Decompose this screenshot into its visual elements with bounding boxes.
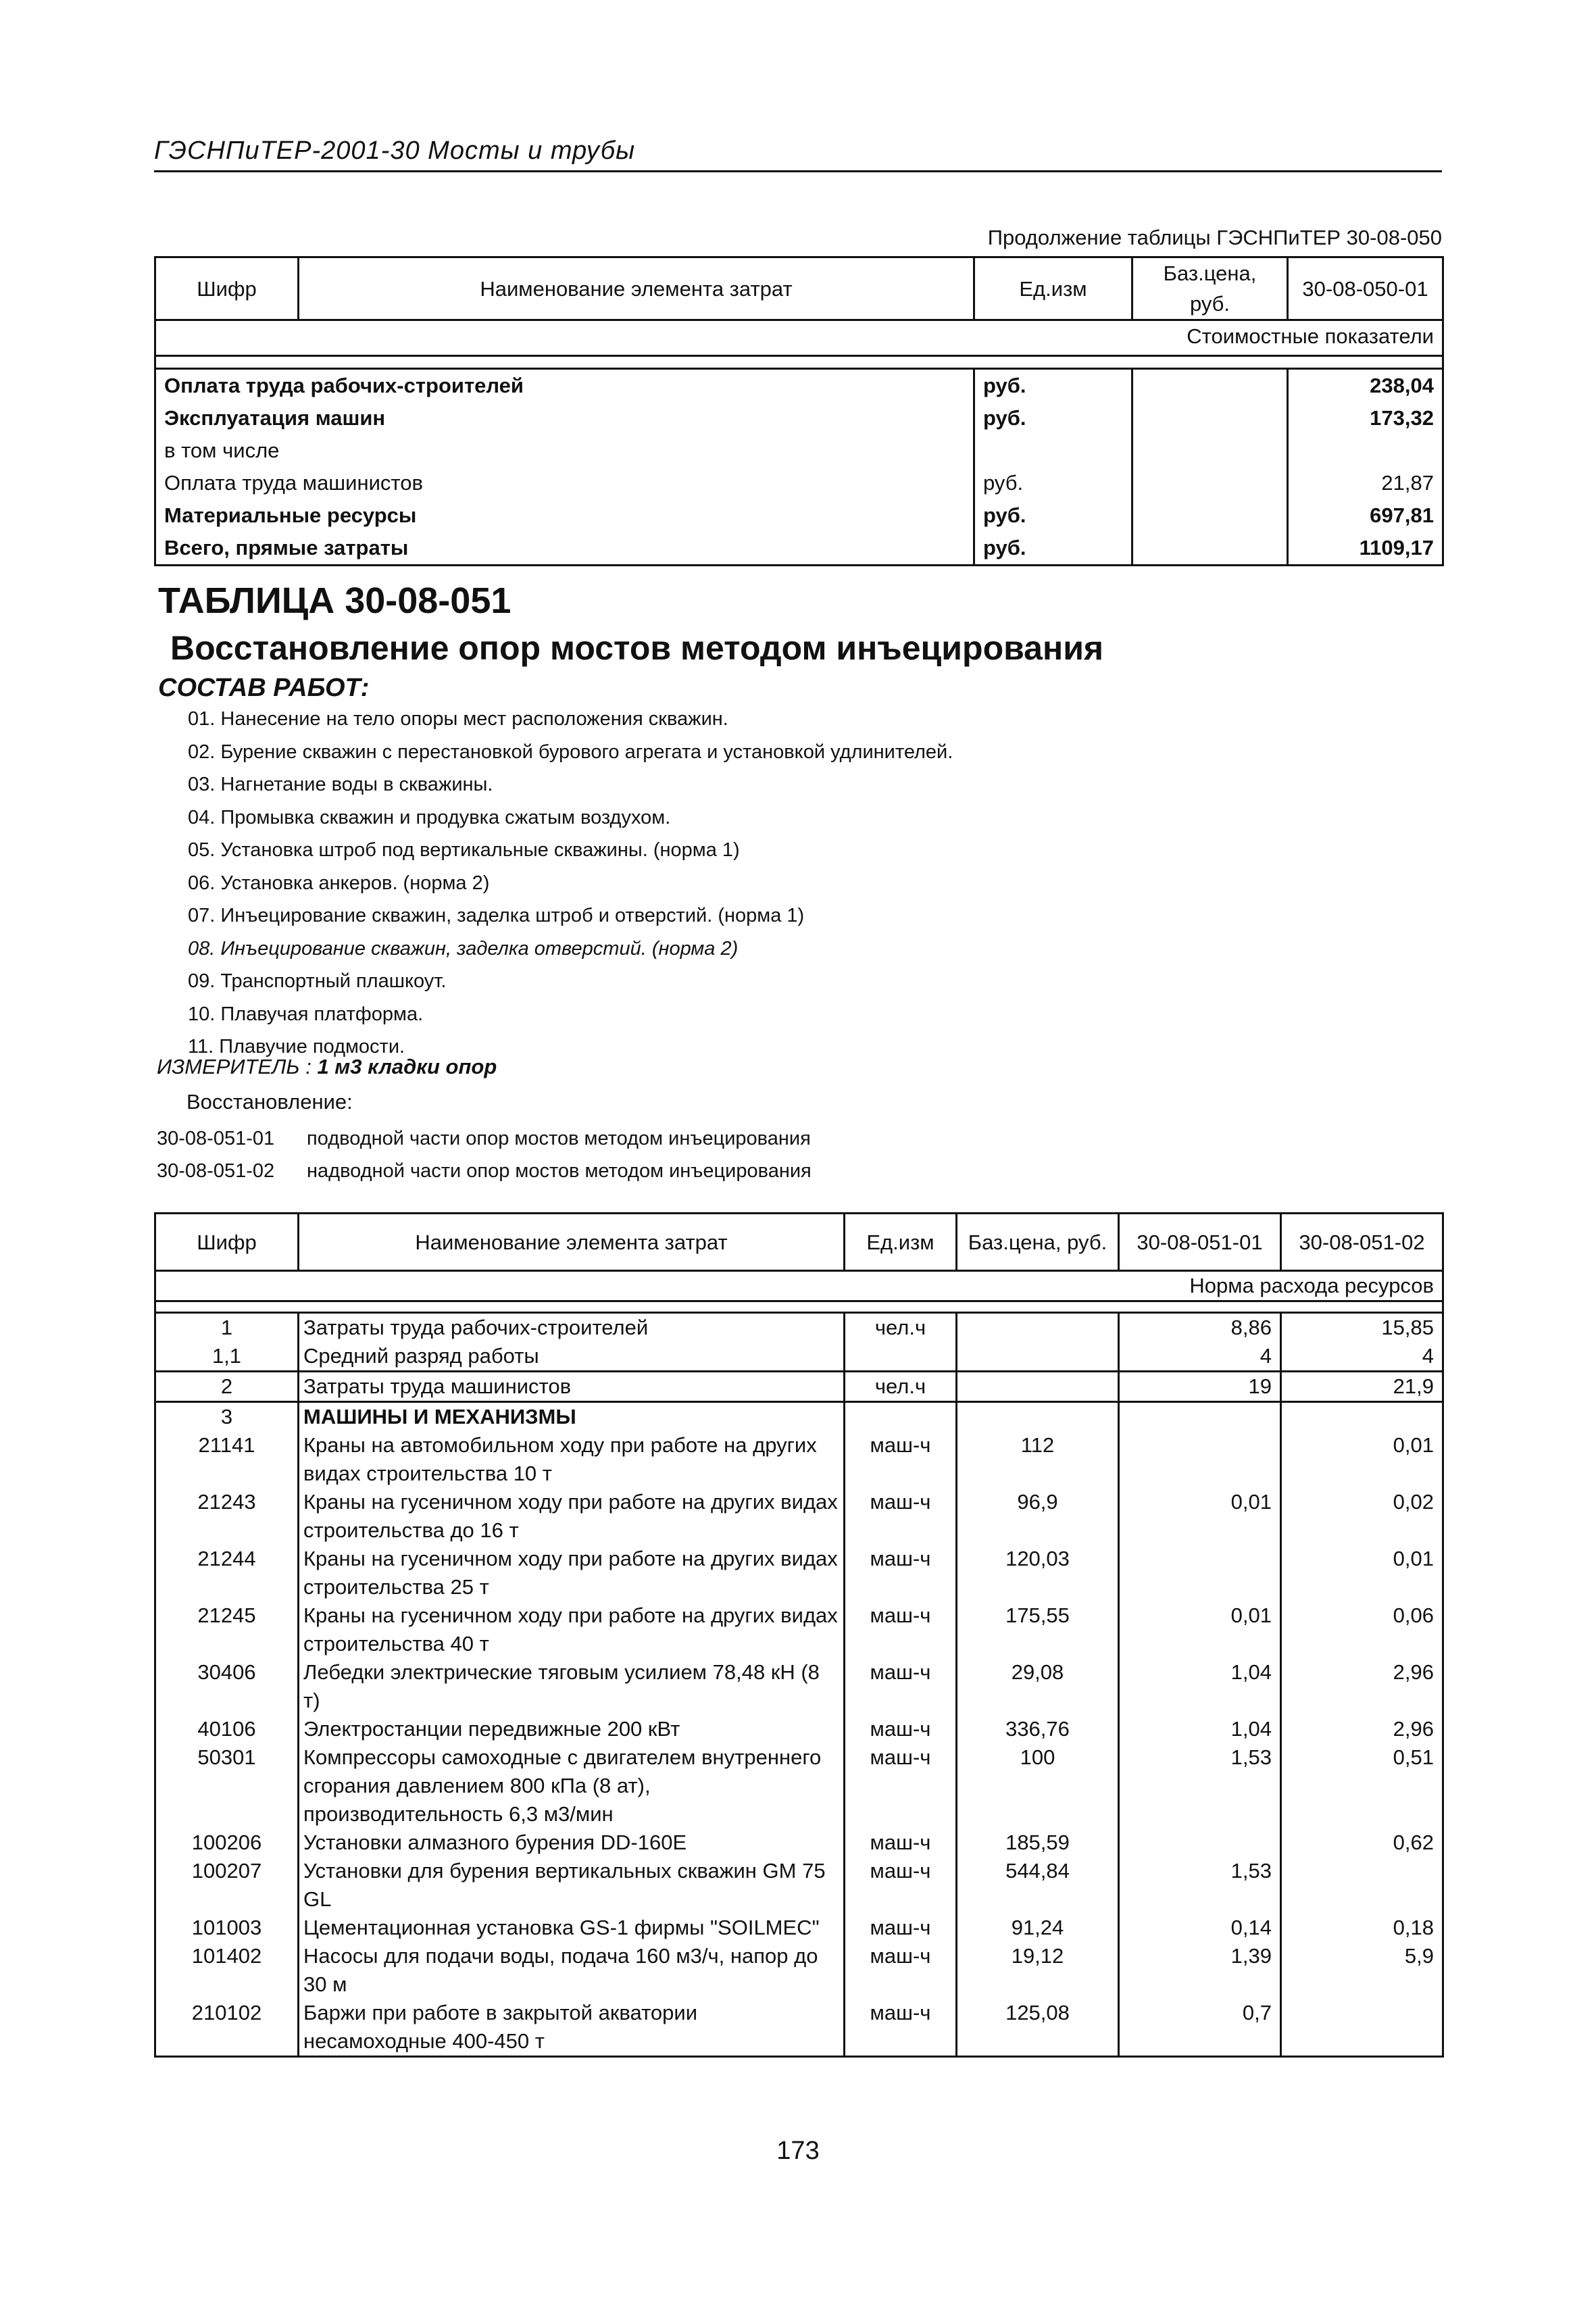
cell-norm-1: 1,53 [1119,1857,1281,1914]
cell-price: 120,03 [957,1545,1119,1601]
cell-name: Установки алмазного бурения DD-160E [299,1828,845,1857]
norm-description: подводной части опор мостов методом инъецирования [307,1128,811,1149]
cost-row [155,434,1443,467]
cell-code: 100207 [155,1857,299,1914]
cell-unit [974,434,1132,467]
cell-norm-1: 0,01 [1119,1488,1281,1545]
cell-name: Краны на гусеничном ходу при работе на других видах строительства 25 т [299,1545,845,1601]
cell-norm-1: 4 [1119,1342,1281,1372]
norm-code-line [157,1122,812,1155]
cell-norm-2: 0,18 [1281,1914,1443,1942]
work-item: 04. Промывка скважин и продувка сжатым воздухом. [188,806,671,828]
cell-unit: маш-ч [845,1715,957,1743]
col-header-norm: 30-08-050-01 [1288,257,1443,320]
continuation-note: Продолжение таблицы ГЭСНПиТЕР 30-08-050 [987,226,1442,249]
indicator-label: Норма расхода ресурсов [1189,1274,1434,1297]
cell-name: Затраты труда машинистов [299,1372,845,1402]
cost-table [154,256,1444,566]
col-header-name: Наименование элемента затрат [299,1214,845,1271]
resource-table [154,1212,1444,2058]
cell-norm-2 [1281,1402,1443,1432]
resource-row [155,1342,1443,1372]
cell-unit [845,1402,957,1432]
norm-code: 30-08-051-02 [157,1160,275,1182]
cell-norm-1 [1119,1431,1281,1488]
cell-norm-1 [1119,1402,1281,1432]
measure-line [157,1055,497,1079]
cost-table-header [155,257,1443,320]
cell-unit: маш-ч [845,1431,957,1488]
cell-code: 3 [155,1402,299,1432]
work-item: 07. Инъецирование скважин, заделка штроб и отверстий. (норма 1) [188,905,805,926]
resource-row [155,1999,1443,2057]
resource-row [155,1545,1443,1601]
cell-norm-2: 0,62 [1281,1828,1443,1857]
resource-row [155,1914,1443,1942]
cell-name: Баржи при работе в закрытой акватории несамоходные 400-450 т [299,1999,845,2057]
cell-code: 21244 [155,1545,299,1601]
cell-unit: маш-ч [845,1942,957,1999]
restoration-label: Восстановление: [186,1090,353,1114]
cell-code: 101003 [155,1914,299,1942]
cell-unit: маш-ч [845,1658,957,1715]
cell-name: Насосы для подачи воды, подача 160 м3/ч, напор до 30 м [299,1942,845,1999]
cell-norm-2: 0,01 [1281,1431,1443,1488]
cell-price [1132,499,1288,532]
cell-norm-1: 1,39 [1119,1942,1281,1999]
cell-unit: руб. [974,402,1132,434]
cell-price: 185,59 [957,1828,1119,1857]
resource-row [155,1942,1443,1999]
cell-norm-1 [1119,1828,1281,1857]
resource-row [155,1601,1443,1658]
cell-name: в том числе [155,434,974,467]
table-subtitle: Восстановление опор мостов методом инъецирования [170,629,1104,667]
col-header-code: Шифр [155,1214,299,1271]
cell-price [1132,532,1288,566]
cell-norm-2: 2,96 [1281,1715,1443,1743]
cell-norm-2: 0,01 [1281,1545,1443,1601]
cell-value: 697,81 [1288,499,1443,532]
cell-price [1132,402,1288,434]
cell-price [1132,369,1288,403]
cell-name: Краны на автомобильном ходу при работе на других видах строительства 10 т [299,1431,845,1488]
cell-norm-2 [1281,1999,1443,2057]
cell-price [957,1313,1119,1343]
resource-row [155,1402,1443,1432]
cell-name: Краны на гусеничном ходу при работе на других видах строительства до 16 т [299,1488,845,1545]
col-header-price: Баз.цена, руб. [957,1214,1119,1271]
cell-price [957,1372,1119,1402]
indicator-label: Стоимостные показатели [155,320,1443,356]
measure-label: ИЗМЕРИТЕЛЬ : [157,1055,311,1078]
col-header-name: Наименование элемента затрат [299,257,974,320]
work-item: 11. Плавучие подмости. [188,1036,405,1057]
cell-norm-1: 1,53 [1119,1743,1281,1828]
cell-code: 30406 [155,1658,299,1715]
cell-name: Оплата труда машинистов [155,467,974,499]
cell-price: 175,55 [957,1601,1119,1658]
cell-code: 21243 [155,1488,299,1545]
cell-price: 125,08 [957,1999,1119,2057]
resource-row [155,1431,1443,1488]
cell-value: 238,04 [1288,369,1443,403]
cell-value: 1109,17 [1288,532,1443,566]
work-item: 01. Нанесение на тело опоры мест расположения скважин. [188,708,728,730]
measure-value: 1 м3 кладки опор [317,1055,497,1078]
cost-row [155,532,1443,566]
resource-row [155,1743,1443,1828]
cell-norm-1: 1,04 [1119,1715,1281,1743]
resource-row [155,1828,1443,1857]
work-item: 10. Плавучая платформа. [188,1003,424,1025]
cell-code: 50301 [155,1743,299,1828]
cell-name: Лебедки электрические тяговым усилием 78,48 кН (8 т) [299,1658,845,1715]
cell-unit: маш-ч [845,1743,957,1828]
cell-unit: маш-ч [845,1545,957,1601]
cell-code: 101402 [155,1942,299,1999]
cell-norm-1: 0,14 [1119,1914,1281,1942]
cell-price: 100 [957,1743,1119,1828]
work-item: 02. Бурение скважин с перестановкой бурового агрегата и установкой удлинителей. [188,741,953,763]
cell-code: 1 [155,1313,299,1343]
cell-unit: чел.ч [845,1372,957,1402]
cell-unit: руб. [974,532,1132,566]
cell-name: МАШИНЫ И МЕХАНИЗМЫ [299,1402,845,1432]
cell-price: 96,9 [957,1488,1119,1545]
cell-price: 112 [957,1431,1119,1488]
cell-price [1132,434,1288,467]
header-rule [154,170,1442,172]
running-header: ГЭСНПиТЕР-2001-30 Мосты и трубы [154,136,636,165]
cell-name: Материальные ресурсы [155,499,974,532]
resource-table-header [155,1214,1443,1271]
resource-row [155,1658,1443,1715]
cell-norm-2: 0,02 [1281,1488,1443,1545]
col-header-unit: Ед.изм [845,1214,957,1271]
cost-row [155,499,1443,532]
cell-norm-2: 21,9 [1281,1372,1443,1402]
col-header-unit: Ед.изм [974,257,1132,320]
col-header-price: Баз.цена, руб. [1132,257,1288,320]
cell-unit: маш-ч [845,1488,957,1545]
cost-row [155,467,1443,499]
cell-name: Средний разряд работы [299,1342,845,1372]
cell-name: Эксплуатация машин [155,402,974,434]
cell-norm-2: 5,9 [1281,1942,1443,1999]
cell-name: Цементационная установка GS-1 фирмы "SOILMEC" [299,1914,845,1942]
cell-name: Краны на гусеничном ходу при работе на других видах строительства 40 т [299,1601,845,1658]
cell-code: 210102 [155,1999,299,2057]
cost-row [155,369,1443,403]
col-header-norm-1: 30-08-051-01 [1119,1214,1281,1271]
cell-unit: руб. [974,499,1132,532]
cell-unit: маш-ч [845,1914,957,1942]
cell-norm-1: 8,86 [1119,1313,1281,1343]
cell-code: 21245 [155,1601,299,1658]
cell-price [957,1402,1119,1432]
cell-price: 29,08 [957,1658,1119,1715]
cell-norm-1: 1,04 [1119,1658,1281,1715]
table-title: ТАБЛИЦА 30-08-051 [158,580,512,621]
cell-unit: маш-ч [845,1828,957,1857]
norm-code: 30-08-051-01 [157,1128,275,1149]
cell-code: 100206 [155,1828,299,1857]
cell-norm-2: 15,85 [1281,1313,1443,1343]
cell-norm-1: 0,01 [1119,1601,1281,1658]
cell-norm-1: 0,7 [1119,1999,1281,2057]
cell-code: 1,1 [155,1342,299,1372]
resource-row [155,1488,1443,1545]
cell-unit: руб. [974,369,1132,403]
resource-row [155,1372,1443,1402]
col-header-norm-2: 30-08-051-02 [1281,1214,1443,1271]
cell-norm-2: 2,96 [1281,1658,1443,1715]
cell-name: Затраты труда рабочих-строителей [299,1313,845,1343]
page-number: 173 [776,2137,820,2165]
divider [155,356,1443,369]
norm-codes [157,1122,812,1187]
cell-name: Компрессоры самоходные с двигателем внутреннего сгорания давлением 800 кПа (8 ат), производительность 6,3 м3/мин [299,1743,845,1828]
cell-unit: маш-ч [845,1857,957,1914]
composition-label: СОСТАВ РАБОТ: [158,674,370,702]
cell-value: 21,87 [1288,467,1443,499]
resource-row [155,1715,1443,1743]
cell-price [957,1342,1119,1372]
cell-norm-1 [1119,1545,1281,1601]
cell-price [1132,467,1288,499]
cell-norm-2: 0,51 [1281,1743,1443,1828]
resource-row [155,1313,1443,1343]
work-item: 09. Транспортный плашкоут. [188,970,447,992]
cell-unit: маш-ч [845,1999,957,2057]
cell-value [1288,434,1443,467]
cell-norm-2 [1281,1857,1443,1914]
cell-name: Оплата труда рабочих-строителей [155,369,974,403]
norm-code-line [157,1155,812,1187]
cell-unit: руб. [974,467,1132,499]
cell-norm-2: 4 [1281,1342,1443,1372]
works-list [188,703,953,1064]
cell-price: 336,76 [957,1715,1119,1743]
cell-code: 2 [155,1372,299,1402]
cell-unit: маш-ч [845,1601,957,1658]
work-item: 05. Установка штроб под вертикальные скважины. (норма 1) [188,839,740,861]
work-item: 03. Нагнетание воды в скважины. [188,774,493,795]
col-header-code: Шифр [155,257,299,320]
cell-name: Установки для бурения вертикальных скважин GM 75 GL [299,1857,845,1914]
cell-norm-2: 0,06 [1281,1601,1443,1658]
cell-name: Электростанции передвижные 200 кВт [299,1715,845,1743]
divider [155,1301,1443,1313]
resource-row [155,1857,1443,1914]
cell-unit: чел.ч [845,1313,957,1343]
cell-price: 91,24 [957,1914,1119,1942]
work-item: 06. Установка анкеров. (норма 2) [188,872,490,894]
norm-description: надводной части опор мостов методом инъецирования [307,1160,812,1182]
cell-code: 21141 [155,1431,299,1488]
cell-unit [845,1342,957,1372]
cell-name: Всего, прямые затраты [155,532,974,566]
cost-row [155,402,1443,434]
cell-norm-1: 19 [1119,1372,1281,1402]
cell-code: 40106 [155,1715,299,1743]
cell-price: 544,84 [957,1857,1119,1914]
cell-value: 173,32 [1288,402,1443,434]
cell-price: 19,12 [957,1942,1119,1999]
work-item: 08. Инъецирование скважин, заделка отверстий. (норма 2) [188,937,739,960]
